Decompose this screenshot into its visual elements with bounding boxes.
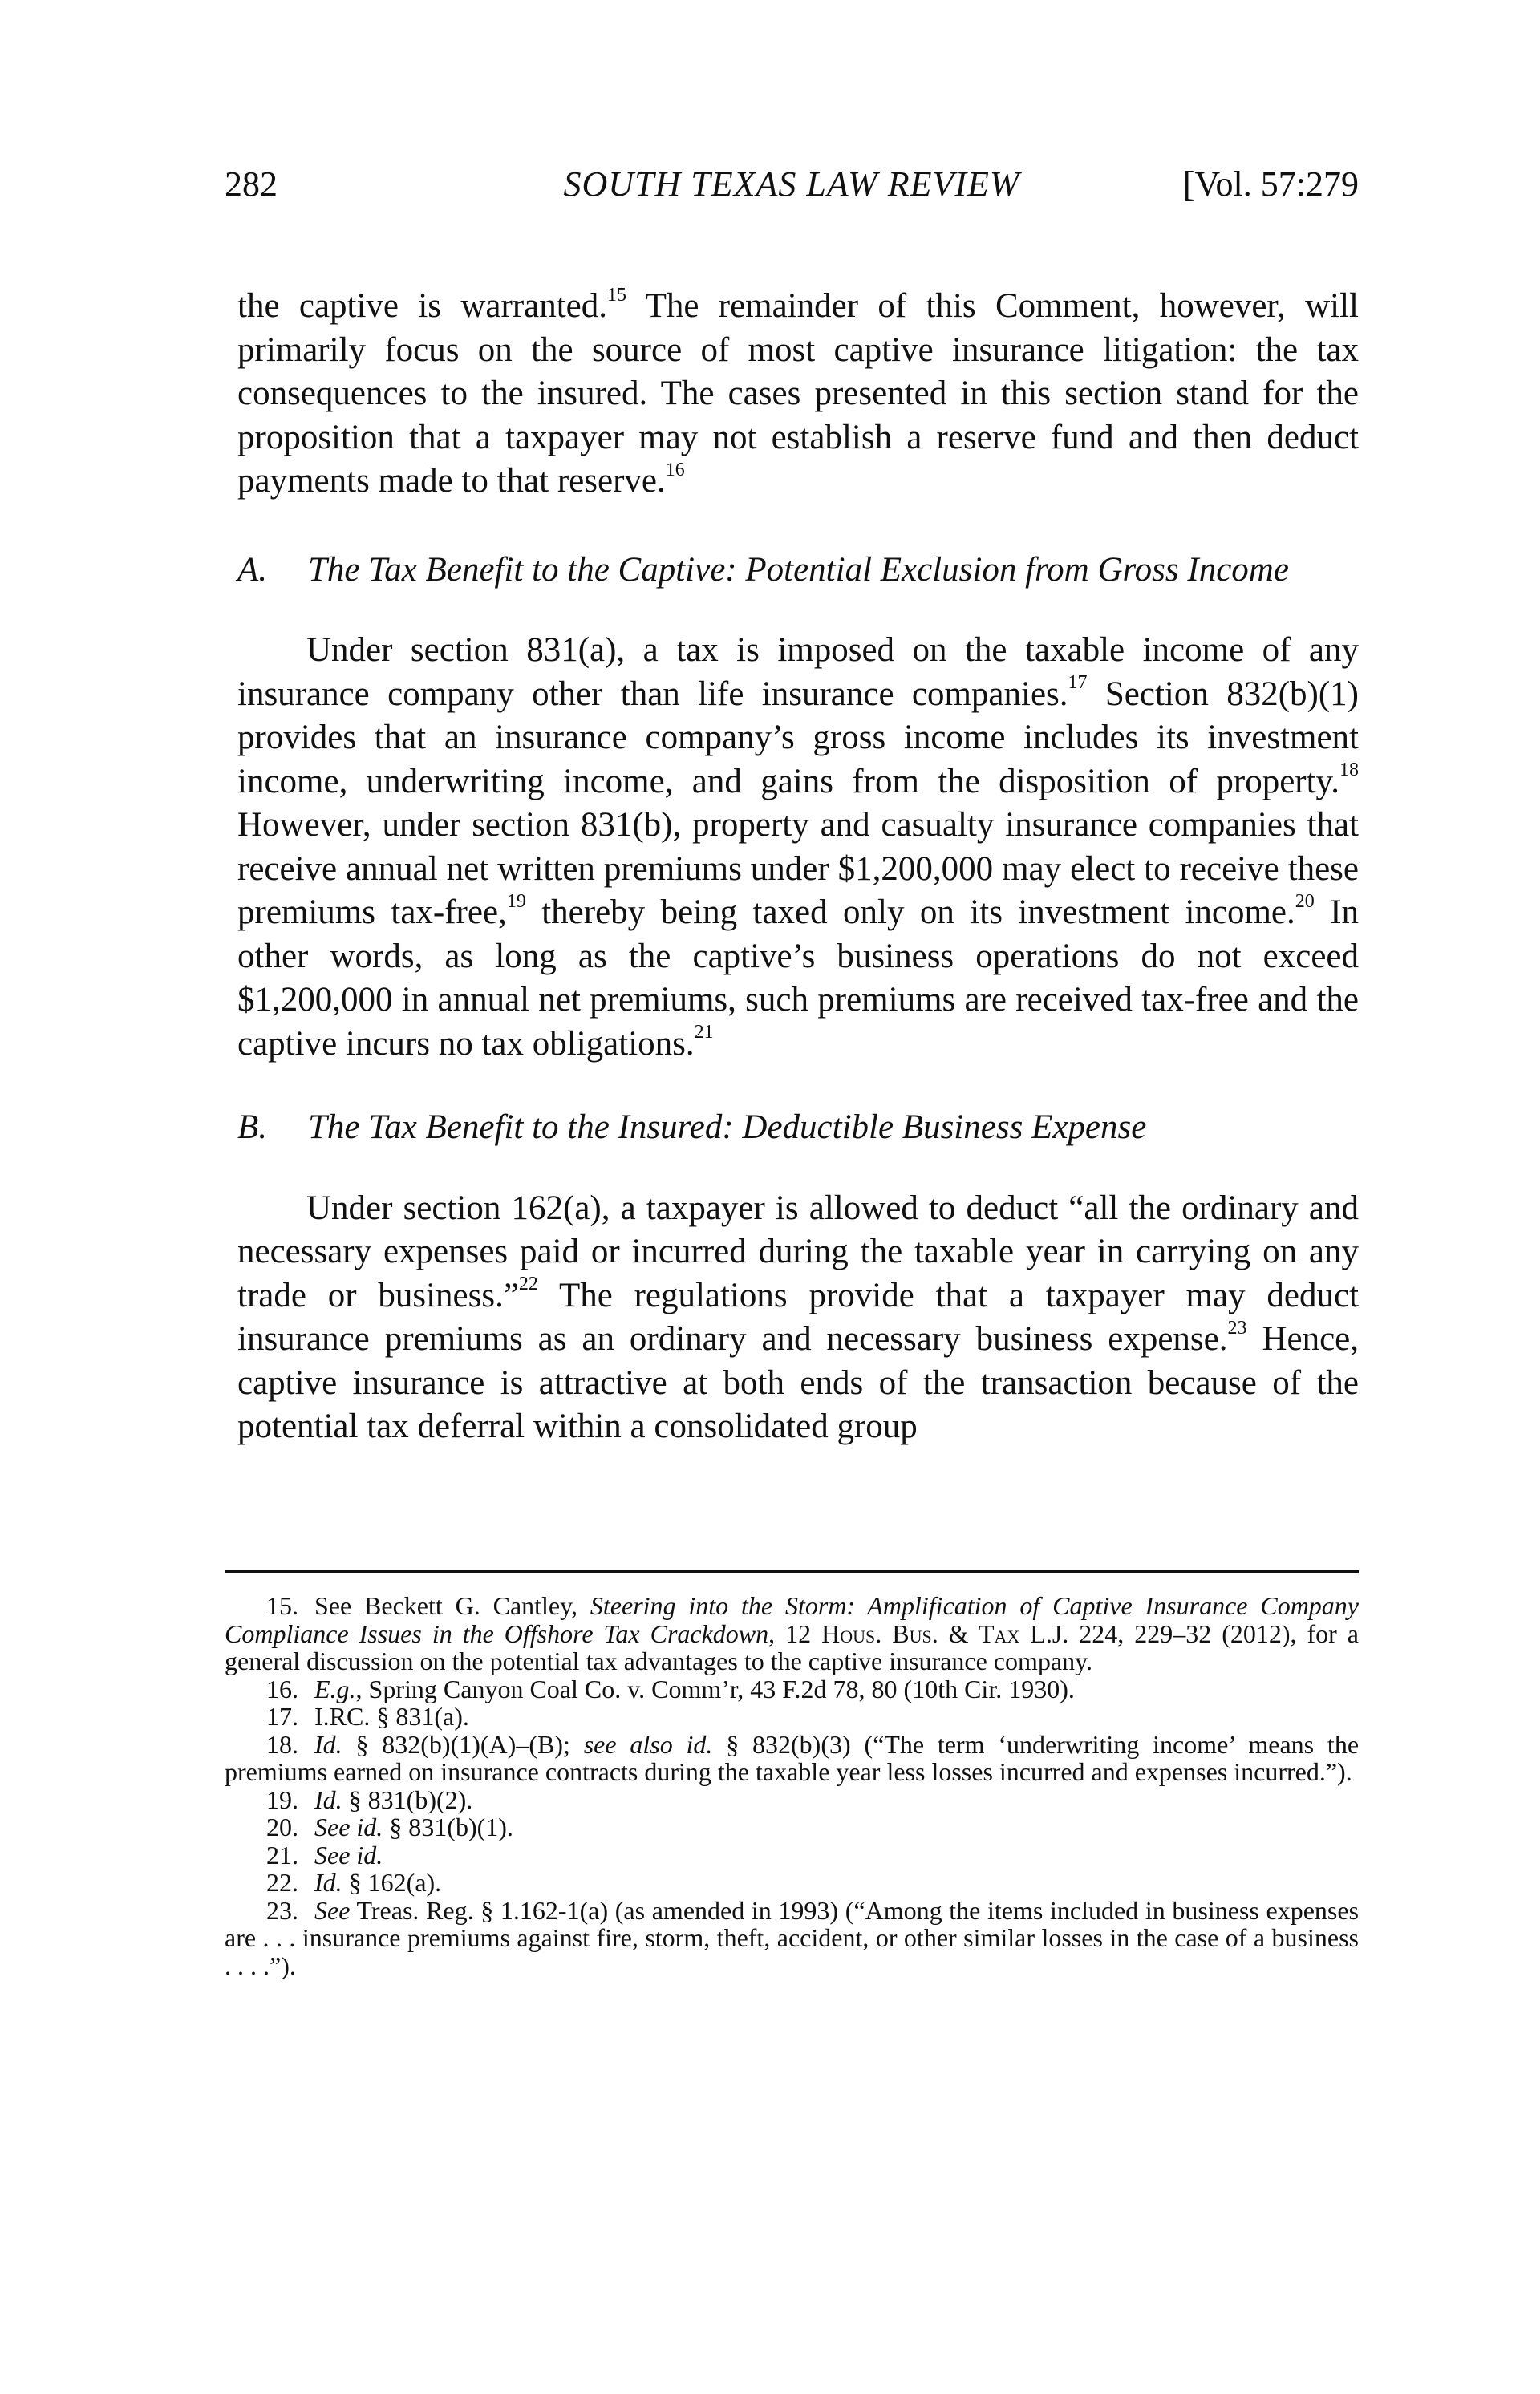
page-number: 282 xyxy=(225,164,278,204)
paragraph-1: the captive is warranted.$^{15}$ The remainder of this Comment, however, will primarily focus on the source of most captive insurance litigation: the tax consequences to the insured. The cases presented in this section stand for the proposition that a taxpayer may not establish a reserve fund and then deduct payments made to that reserve.$^{16}$ xyxy=(237,284,1359,500)
footnote-ref-18[interactable]: 18 xyxy=(1339,760,1359,781)
body-text xyxy=(237,285,1359,1449)
paragraph-3: Under section 162(a), a taxpayer is allowed to deduct “all the ordinary and necessary expenses paid or incurred during the taxable year in carrying on any trade or business.”$^{22}$ The regulations provide that a taxpayer may deduct insurance premiums as an ordinary and necessary business expense.$^{23}$ Hence, captive insurance is attractive at both ends of the transaction because of the potential tax deferral within a consolidated group xyxy=(237,1189,1359,1445)
footnote-21: 21. See id. xyxy=(266,1840,383,1869)
footnote-17: 17. I.RC. § 831(a). xyxy=(266,1702,469,1731)
footnote-ref-22[interactable]: 22 xyxy=(518,1274,538,1295)
footnote-ref-19[interactable]: 19 xyxy=(506,890,526,912)
footnote-ref-16[interactable]: 16 xyxy=(665,459,685,480)
journal-title: SOUTH TEXAS LAW REVIEW xyxy=(563,164,1020,204)
paragraph-2: Under section 831(a), a tax is imposed on the taxable income of any insurance company other than life insurance companies.$^{17}$ Section 832(b)(1) provides that an insurance company’s gross income includes its investment income, underwriting income, and gains from the disposition of property.$^{18}$ However, under section 831(b), property and casualty insurance companies that receive annual net written premiums under $1,200,000 may elect to receive these premiums tax-free,$^{19}$ thereby being taxed only on its investment income.$^{20}$ In other words, as long as the captive’s business operations do not exceed $1,200,000 in annual net premiums, such premiums are received tax-free and the captive incurs no tax obligations.$^{21}$ xyxy=(237,631,1360,1063)
footnote-22: 22. Id. § 162(a). xyxy=(266,1868,442,1897)
section-letter-b: B. xyxy=(237,1108,268,1146)
footnote-divider xyxy=(225,1570,1359,1573)
section-heading-b xyxy=(237,1106,1359,1150)
footnote-ref-21[interactable]: 21 xyxy=(694,1022,714,1043)
volume-citation: [Vol. 57:279 xyxy=(1182,164,1359,204)
footnote-16: 16. E.g., Spring Canyon Coal Co. v. Comm’r, 43 F.2d 78, 80 (10th Cir. 1930). xyxy=(266,1674,1075,1703)
footnote-ref-17[interactable]: 17 xyxy=(1068,672,1088,694)
footnote-20: 20. See id. § 831(b)(1). xyxy=(266,1813,513,1841)
section-title-a: The Tax Benefit to the Captive: Potential Exclusion from Gross Income xyxy=(308,550,1289,589)
footnote-23: 23. See Treas. Reg. § 1.162-1(a) (as amended in 1993) (“Among the items included in business expenses are . . . insurance premiums against fire, storm, theft, accident, or other similar losses in the case of a business . . . .”). xyxy=(225,1895,1359,1980)
running-header xyxy=(225,164,1359,212)
footnote-19: 19. Id. § 831(b)(2). xyxy=(266,1784,473,1814)
section-title-b: The Tax Benefit to the Insured: Deductible Business Expense xyxy=(308,1108,1147,1146)
footnote-18: 18. Id. § 832(b)(1)(A)–(B); see also id. § 832(b)(3) (“The term ‘underwriting income’ means the premiums earned on insurance contracts during the taxable year less losses incurred and expenses incurred.”). xyxy=(225,1729,1360,1786)
footnote-15: 15. See Beckett G. Cantley, Steering into the Storm: Amplification of Captive Insurance Company Compliance Issues in the Offshore Tax Crackdown, 12 Hous. Bus. & Tax L.J. 224, 229–32 (2012), for a general discussion on the potential tax advantages to the captive insurance company. xyxy=(225,1591,1360,1675)
section-heading-a xyxy=(237,549,1359,593)
footnote-ref-23[interactable]: 23 xyxy=(1227,1317,1247,1339)
section-letter-a: A. xyxy=(237,550,268,589)
footnote-ref-20[interactable]: 20 xyxy=(1295,890,1315,912)
footnote-ref-15[interactable]: 15 xyxy=(607,284,627,306)
footnotes xyxy=(225,1592,1359,1979)
